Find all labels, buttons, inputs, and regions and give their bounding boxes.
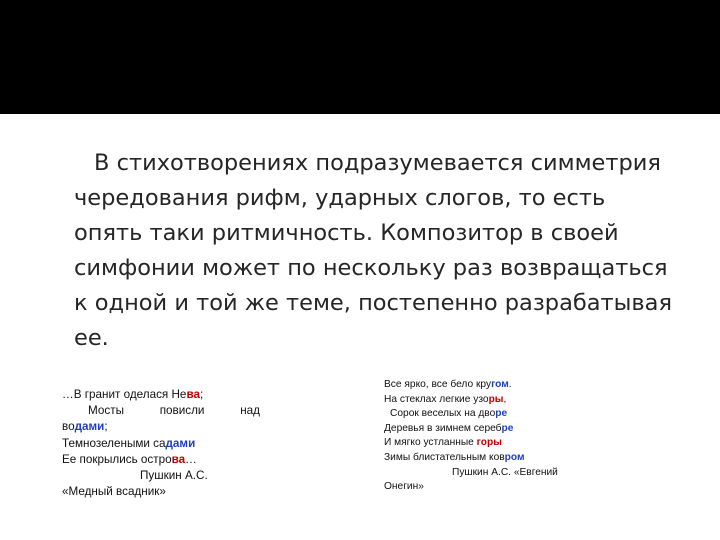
poem-source: «Медный всадник» [62,485,166,499]
poem-text: . [508,379,512,390]
rhyme-ending: ва [171,452,186,466]
poem-line [384,451,614,466]
poem-text: ; [104,420,108,434]
poem-line [384,422,614,437]
poem-bronze-horseman [62,387,260,500]
rhyme-ending: горы [476,437,502,449]
poem-line [62,403,260,419]
poem-line [384,378,614,393]
poem-text: Сорок веселых на дво [390,408,496,420]
rhyme-ending: ром [504,451,525,463]
poem-eugene-onegin [384,378,614,495]
justified-line [88,403,260,419]
main-paragraph [74,146,684,356]
paragraph-line: симфонии может по нескольку раз возвращаться [74,255,668,281]
rhyme-ending: ре [501,422,514,434]
rhyme-ending: ва [186,388,200,401]
rhyme-ending: дами [74,420,105,434]
poem-text: Зимы блистательным ков [384,451,505,463]
poem-word: над [240,404,260,418]
poem-text: во [62,420,75,434]
poem-word: повисли [159,404,205,418]
poem-text: Все ярко, все бело кру [384,379,492,390]
paragraph-line: к одной и той же теме, постепенно разрабатывая [74,290,672,316]
header-band [0,0,720,114]
rhyme-ending: гом [491,379,509,390]
paragraph-line: чередования рифм, ударных слогов, то есть [74,185,606,211]
poem-signature: Пушкин А.С. «Евгений [452,466,558,478]
poem-line [384,407,614,422]
poem-line [62,387,242,403]
rhyme-ending: дами [165,436,196,450]
poem-text: ; [199,388,204,401]
poem-text: …В гранит оделася Не [62,388,187,401]
poem-text: … [185,452,197,466]
rhyme-ending: ре [495,408,508,420]
paragraph-line: В стихотворениях подразумевается симметрия [94,150,661,176]
poem-line [62,436,242,452]
poem-text: Темнозелеными са [62,436,166,450]
poem-text: Ее покрылись остро [62,452,172,466]
poem-text: Деревья в зимнем сереб [384,422,502,434]
rhyme-ending: ры [488,393,504,405]
poem-text: На стеклах легкие узо [384,393,489,405]
poem-word: Мосты [88,404,124,418]
poem-line [62,419,242,435]
poem-line [62,452,242,468]
paragraph-line: опять таки ритмичность. Композитор в своей [74,220,619,246]
poem-text: И мягко устланные [384,437,477,449]
poem-line [384,393,614,408]
poem-source: Онегин» [384,481,424,493]
paragraph-line: ее. [74,325,109,351]
poem-line [384,436,614,451]
poem-text: , [503,393,507,405]
poem-signature: Пушкин А.С. [140,469,208,483]
